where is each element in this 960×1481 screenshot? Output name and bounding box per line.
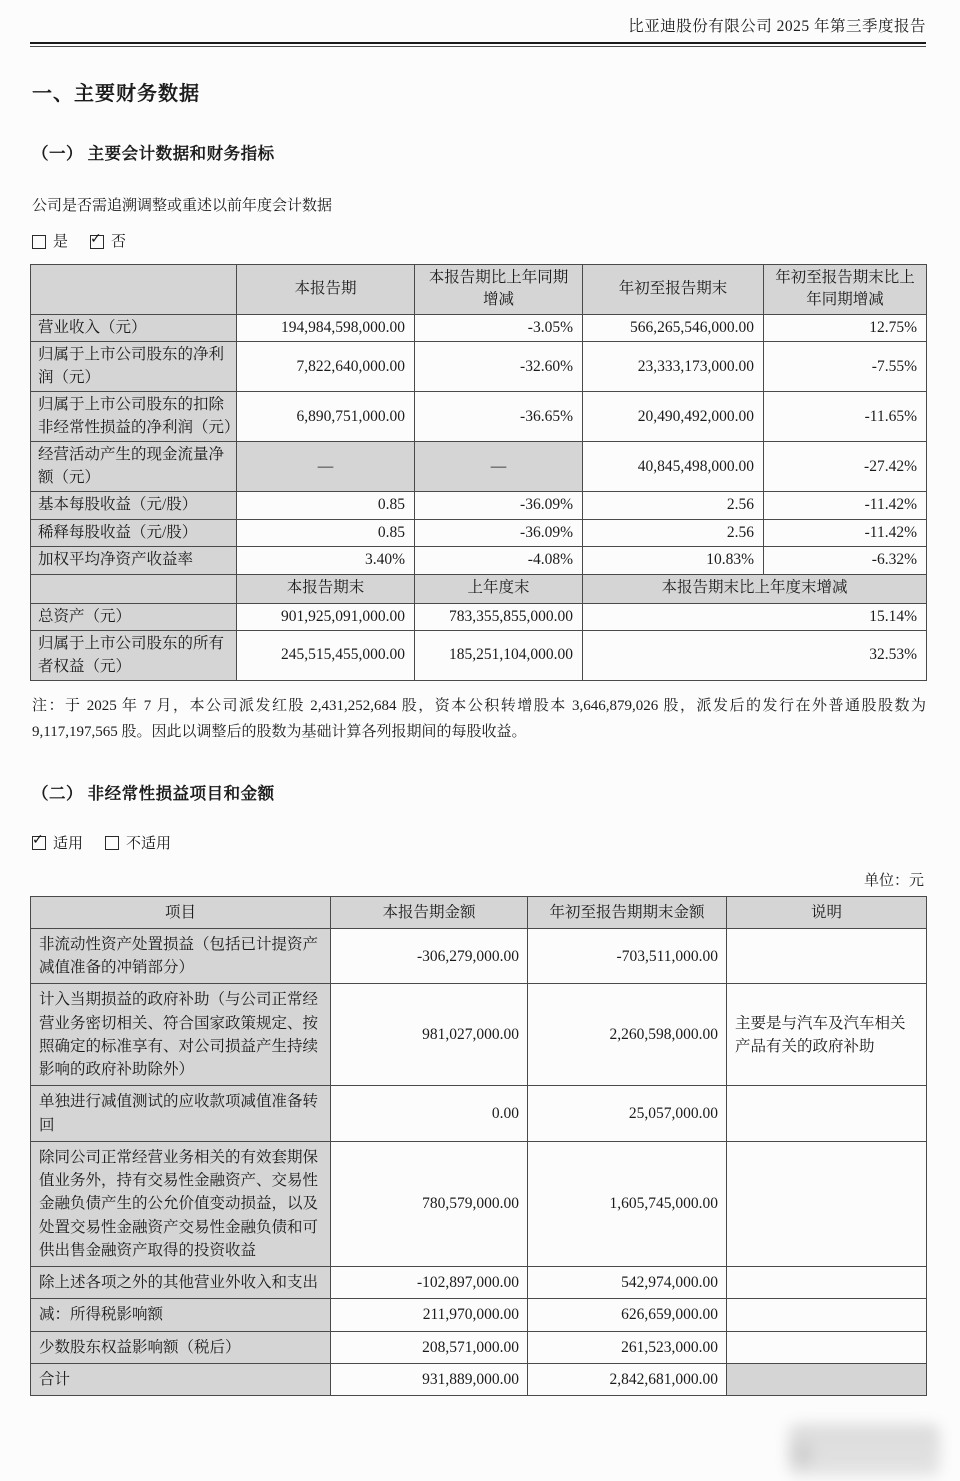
- cell-value: 0.00: [331, 1086, 528, 1142]
- cell-value: 12.75%: [764, 314, 927, 341]
- table-row-net-profit-excl-nonrecurring: [31, 392, 927, 442]
- cell-value: 981,027,000.00: [331, 984, 528, 1086]
- checkbox-checked-icon: [32, 832, 46, 850]
- row-label: 归属于上市公司股东的扣除非经常性损益的净利润（元）: [31, 392, 237, 442]
- cell-value: -32.60%: [415, 342, 583, 392]
- table-row-net-profit: [31, 342, 927, 392]
- cell-value: 3.40%: [237, 547, 415, 574]
- cell-value: -36.09%: [415, 519, 583, 546]
- header-cell-empty: [31, 265, 237, 315]
- table-row-impairment-reversal: [31, 1086, 927, 1142]
- checkbox-unchecked-icon: [32, 235, 46, 249]
- table-row-noncurrent-asset-disposal: [31, 928, 927, 984]
- table-row-fair-value-changes: [31, 1141, 927, 1266]
- cell-value: -36.65%: [415, 392, 583, 442]
- cell-note: [727, 1141, 927, 1266]
- cell-value: -36.09%: [415, 492, 583, 519]
- cell-value: 0.85: [237, 492, 415, 519]
- table1-subheader-row: [31, 574, 927, 603]
- table-row-government-subsidies: [31, 984, 927, 1086]
- header-cell-ytd-yoy-change: 年初至报告期末比上年同期增减: [764, 265, 927, 315]
- row-label: 经营活动产生的现金流量净额（元）: [31, 442, 237, 492]
- document-header: [30, 14, 926, 47]
- header-cell-ytd-amount: 年初至报告期期末金额: [528, 896, 727, 928]
- option-applicable-label: 适用: [53, 835, 84, 852]
- table2-header-row: [31, 896, 927, 928]
- row-label: 计入当期损益的政府补助（与公司正常经营业务密切相关、符合国家政策规定、按照确定的标准享有、对公司损益产生持续影响的政府补助除外）: [31, 984, 331, 1086]
- row-label: 营业收入（元）: [31, 314, 237, 341]
- row-label: 单独进行减值测试的应收款项减值准备转回: [31, 1086, 331, 1142]
- cell-value: 0.85: [237, 519, 415, 546]
- cell-value: 10.83%: [583, 547, 764, 574]
- cell-value: 1,605,745,000.00: [528, 1141, 727, 1266]
- cell-value: 185,251,104,000.00: [415, 631, 583, 681]
- cell-value: 931,889,000.00: [331, 1363, 528, 1395]
- key-financials-table: [30, 264, 927, 681]
- table-note: 注：于 2025 年 7 月，本公司派发红股 2,431,252,684 股，资本公积转增股本 3,646,879,026 股，派发后的发行在外普通股股数为 9,117,197,565 股。因此以调整后的股数为基础计算各列报期间的每股收益。: [32, 698, 926, 740]
- cell-value: 32.53%: [583, 631, 927, 681]
- check-mark-icon: ✓: [90, 230, 102, 247]
- unit-label: 单位：元: [863, 872, 924, 889]
- row-label: 加权平均净资产收益率: [31, 547, 237, 574]
- cell-value: -7.55%: [764, 342, 927, 392]
- row-label: 少数股东权益影响额（税后）: [31, 1331, 331, 1363]
- cell-note: [727, 1363, 927, 1395]
- section-1-1-heading: （一） 主要会计数据和财务指标: [32, 144, 275, 163]
- row-label: 基本每股收益（元/股）: [31, 492, 237, 519]
- header-cell-item: 项目: [31, 896, 331, 928]
- cell-value: 542,974,000.00: [528, 1267, 727, 1299]
- header-cell-period-end-change: 本报告期末比上年度末增减: [583, 574, 927, 603]
- row-label: 非流动性资产处置损益（包括已计提资产减值准备的冲销部分）: [31, 928, 331, 984]
- table-row-basic-eps: [31, 492, 927, 519]
- header-cell-current-amount: 本报告期金额: [331, 896, 528, 928]
- cell-value: 780,579,000.00: [331, 1141, 528, 1266]
- cell-note: [727, 1331, 927, 1363]
- section-1-heading: 一、主要财务数据: [32, 83, 200, 105]
- header-cell-current-period: 本报告期: [237, 265, 415, 315]
- section-1-2-heading: （二） 非经常性损益项目和金额: [32, 783, 275, 803]
- cell-value: 15.14%: [583, 603, 927, 630]
- option-no-label: 否: [111, 234, 127, 250]
- cell-value: -3.05%: [415, 314, 583, 341]
- header-cell-empty: [31, 574, 237, 603]
- cell-value: 2,260,598,000.00: [528, 984, 727, 1086]
- cell-dash: —: [237, 442, 415, 492]
- cell-value: -27.42%: [764, 442, 927, 492]
- table-row-minority-interest-effect: [31, 1331, 927, 1363]
- row-label: 合计: [31, 1363, 331, 1395]
- cell-value: 2,842,681,000.00: [528, 1363, 727, 1395]
- header-cell-yoy-change: 本报告期比上年同期增减: [415, 265, 583, 315]
- table-row-revenue: [31, 314, 927, 341]
- cell-value: 194,984,598,000.00: [237, 314, 415, 341]
- cell-value: 2.56: [583, 492, 764, 519]
- cell-value: -306,279,000.00: [331, 928, 528, 984]
- row-label: 归属于上市公司股东的净利润（元）: [31, 342, 237, 392]
- checkbox-unchecked-icon: [105, 836, 119, 850]
- non-recurring-items-table: [30, 896, 927, 1397]
- cell-value: -11.42%: [764, 519, 927, 546]
- cell-value: 6,890,751,000.00: [237, 392, 415, 442]
- cell-dash: —: [415, 442, 583, 492]
- header-cell-prior-year-end: 上年度末: [415, 574, 583, 603]
- cell-value: 783,355,855,000.00: [415, 603, 583, 630]
- header-rule: [30, 42, 926, 47]
- cell-value: 626,659,000.00: [528, 1299, 727, 1331]
- cell-value: -703,511,000.00: [528, 928, 727, 984]
- cell-value: 208,571,000.00: [331, 1331, 528, 1363]
- option-yes-label: 是: [53, 234, 69, 250]
- table-row-weighted-avg-roe: [31, 547, 927, 574]
- cell-value: 7,822,640,000.00: [237, 342, 415, 392]
- header-cell-period-end: 本报告期末: [237, 574, 415, 603]
- table-row-total-assets: [31, 603, 927, 630]
- cell-value: 211,970,000.00: [331, 1299, 528, 1331]
- cell-note: 主要是与汽车及汽车相关产品有关的政府补助: [727, 984, 927, 1086]
- row-label: 减：所得税影响额: [31, 1299, 331, 1331]
- row-label: 稀释每股收益（元/股）: [31, 519, 237, 546]
- watermark-blur: [788, 1424, 940, 1476]
- cell-value: -102,897,000.00: [331, 1267, 528, 1299]
- row-label: 归属于上市公司股东的所有者权益（元）: [31, 631, 237, 681]
- header-cell-ytd: 年初至报告期末: [583, 265, 764, 315]
- cell-value: 40,845,498,000.00: [583, 442, 764, 492]
- restatement-options: [32, 230, 926, 251]
- cell-note: [727, 928, 927, 984]
- table-row-diluted-eps: [31, 519, 927, 546]
- cell-value: 261,523,000.00: [528, 1331, 727, 1363]
- cell-value: 23,333,173,000.00: [583, 342, 764, 392]
- cell-value: -6.32%: [764, 547, 927, 574]
- row-label: 除同公司正常经营业务相关的有效套期保值业务外，持有交易性金融资产、交易性金融负债产生的公允价值变动损益，以及处置交易性金融资产交易性金融负债和可供出售金融资产取得的投资收益: [31, 1141, 331, 1266]
- cell-note: [727, 1267, 927, 1299]
- cell-note: [727, 1086, 927, 1142]
- cell-value: 20,490,492,000.00: [583, 392, 764, 442]
- cell-value: 25,057,000.00: [528, 1086, 727, 1142]
- check-mark-icon: ✓: [32, 832, 44, 849]
- table-row-other-nonoperating: [31, 1267, 927, 1299]
- row-label: 除上述各项之外的其他营业外收入和支出: [31, 1267, 331, 1299]
- restatement-question: 公司是否需追溯调整或重述以前年度会计数据: [32, 198, 333, 214]
- cell-value: -11.65%: [764, 392, 927, 442]
- table-row-income-tax-effect: [31, 1299, 927, 1331]
- table-row-total: [31, 1363, 927, 1395]
- cell-value: 901,925,091,000.00: [237, 603, 415, 630]
- checkbox-checked-icon: [90, 230, 104, 249]
- cell-note: [727, 1299, 927, 1331]
- option-not-applicable-label: 不适用: [126, 835, 172, 852]
- row-label: 总资产（元）: [31, 603, 237, 630]
- report-title: 比亚迪股份有限公司 2025 年第三季度报告: [628, 18, 926, 35]
- table1-header-row: [31, 265, 927, 315]
- cell-value: -11.42%: [764, 492, 927, 519]
- header-cell-explanation: 说明: [727, 896, 927, 928]
- cell-value: 566,265,546,000.00: [583, 314, 764, 341]
- table-row-operating-cash-flow: [31, 442, 927, 492]
- table-row-owners-equity: [31, 631, 927, 681]
- applicability-options: [32, 832, 926, 853]
- cell-value: -4.08%: [415, 547, 583, 574]
- cell-value: 2.56: [583, 519, 764, 546]
- cell-value: 245,515,455,000.00: [237, 631, 415, 681]
